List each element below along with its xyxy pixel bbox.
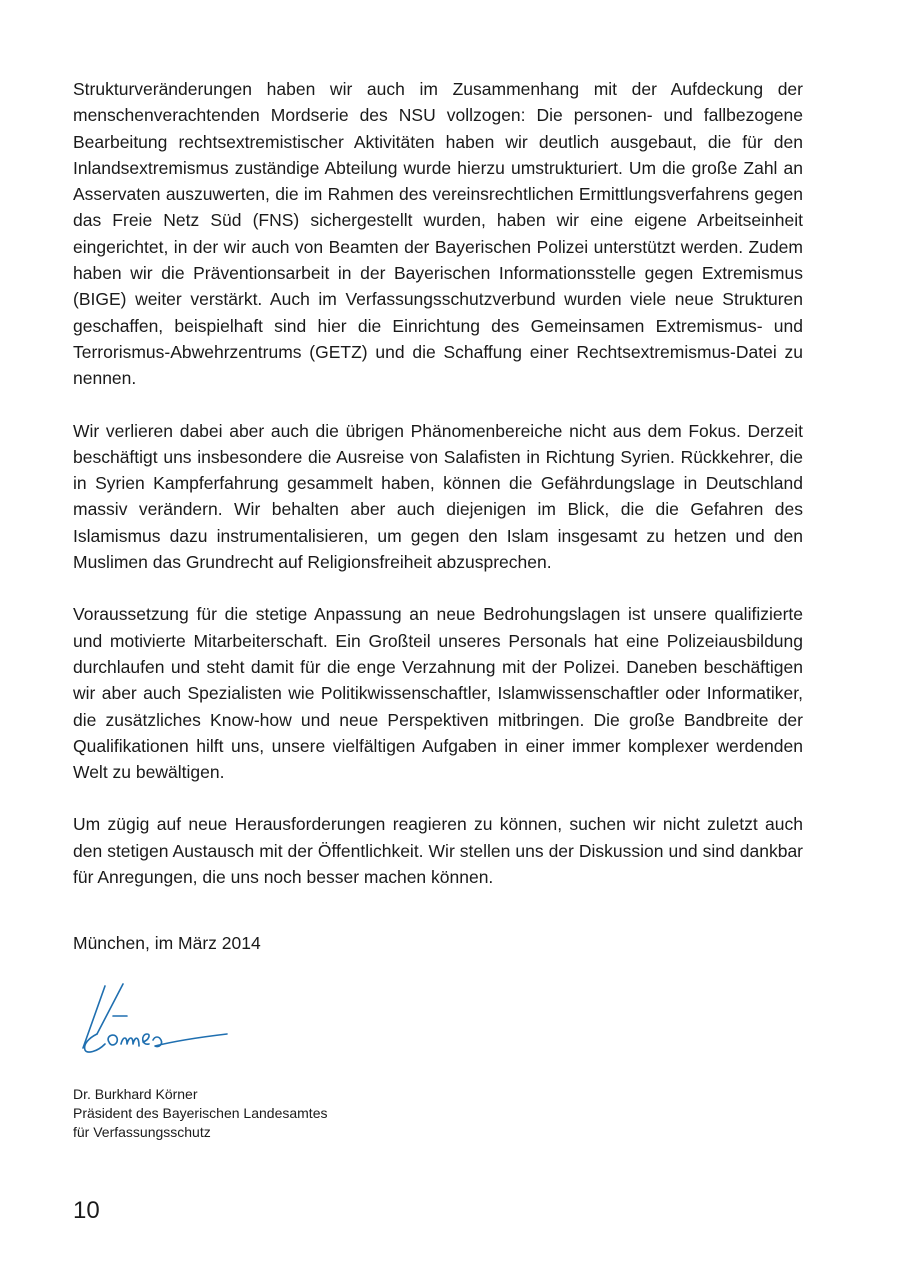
signatory-title-line2: für Verfassungsschutz xyxy=(73,1124,211,1140)
paragraph-4: Um zügig auf neue Herausforderungen reagieren zu können, suchen wir nicht zuletzt auch den stetigen Austausch mit der Öffentlichkeit. Wir stellen uns der Diskussion und sind dankbar für Anregungen, die uns noch besser machen können. xyxy=(73,814,803,888)
place-date: München, im März 2014 xyxy=(73,933,261,953)
signature-image xyxy=(75,982,245,1062)
page-number: 10 xyxy=(73,1197,100,1224)
signature-block xyxy=(73,1085,327,1142)
signatory-title-line1: Präsident des Bayerischen Landesamtes xyxy=(73,1105,328,1121)
body-text xyxy=(73,76,803,916)
paragraph-3: Voraussetzung für die stetige Anpassung an neue Bedrohungslagen ist unsere qualifizierte und motivierte Mitarbeiterschaft. Ein Großteil unseres Personals hat eine Polizeiausbildung durchlaufen und steht damit für die enge Verzahnung mit der Polizei. Daneben beschäftigen wir aber auch Spezialisten wie Politikwissenschaftler, Islamwissenschaftler oder Informatiker, die zusätzliches Know-how und neue Perspektiven mitbringen. Die große Bandbreite der Qualifikationen hilft uns, unsere vielfältigen Aufgaben in einer immer komplexer werdenden Welt zu bewältigen. xyxy=(73,604,803,783)
signatory-name: Dr. Burkhard Körner xyxy=(73,1086,198,1102)
paragraph-2: Wir verlieren dabei aber auch die übrigen Phänomenbereiche nicht aus dem Fokus. Derzeit beschäftigt uns insbesondere die Ausreise von Salafisten in Richtung Syrien. Rückkehrer, die in Syrien Kampferfahrung gesammelt haben, können die Gefährdungslage in Deutschland massiv verändern. Wir behalten aber auch diejenigen im Blick, die die Gefahren des Islamismus dazu instrumentalisieren, um gegen den Islam insgesamt zu hetzen und den Muslimen das Grundrecht auf Religionsfreiheit abzusprechen. xyxy=(73,420,803,573)
paragraph-1: Strukturveränderungen haben wir auch im Zusammenhang mit der Aufdeckung der menschenverachtenden Mordserie des NSU vollzogen: Die personen- und fallbezogene Bearbeitung rechtsextremistischer Aktivitäten haben wir deutlich ausgebaut, die für den Inlandsextremismus zuständige Abteilung wurde hierzu umstrukturiert. Um die große Zahl an Asservaten auszuwerten, die im Rahmen des vereinsrechtlichen Ermittlungsverfahrens gegen das Freie Netz Süd (FNS) sichergestellt wurden, haben wir eine eigene Arbeitseinheit eingerichtet, in der wir auch von Beamten der Bayerischen Polizei unterstützt werden. Zudem haben wir die Präventionsarbeit in der Bayerischen Informationsstelle gegen Extremismus (BIGE) weiter verstärkt. Auch im Verfassungsschutzverbund wurden viele neue Strukturen geschaffen, beispielhaft sind hier die Einrichtung des Gemeinsamen Extremismus- und Terrorismus-Abwehrzentrums (GETZ) und die Schaffung einer Rechtsextremismus-Datei zu nennen. xyxy=(73,79,803,389)
